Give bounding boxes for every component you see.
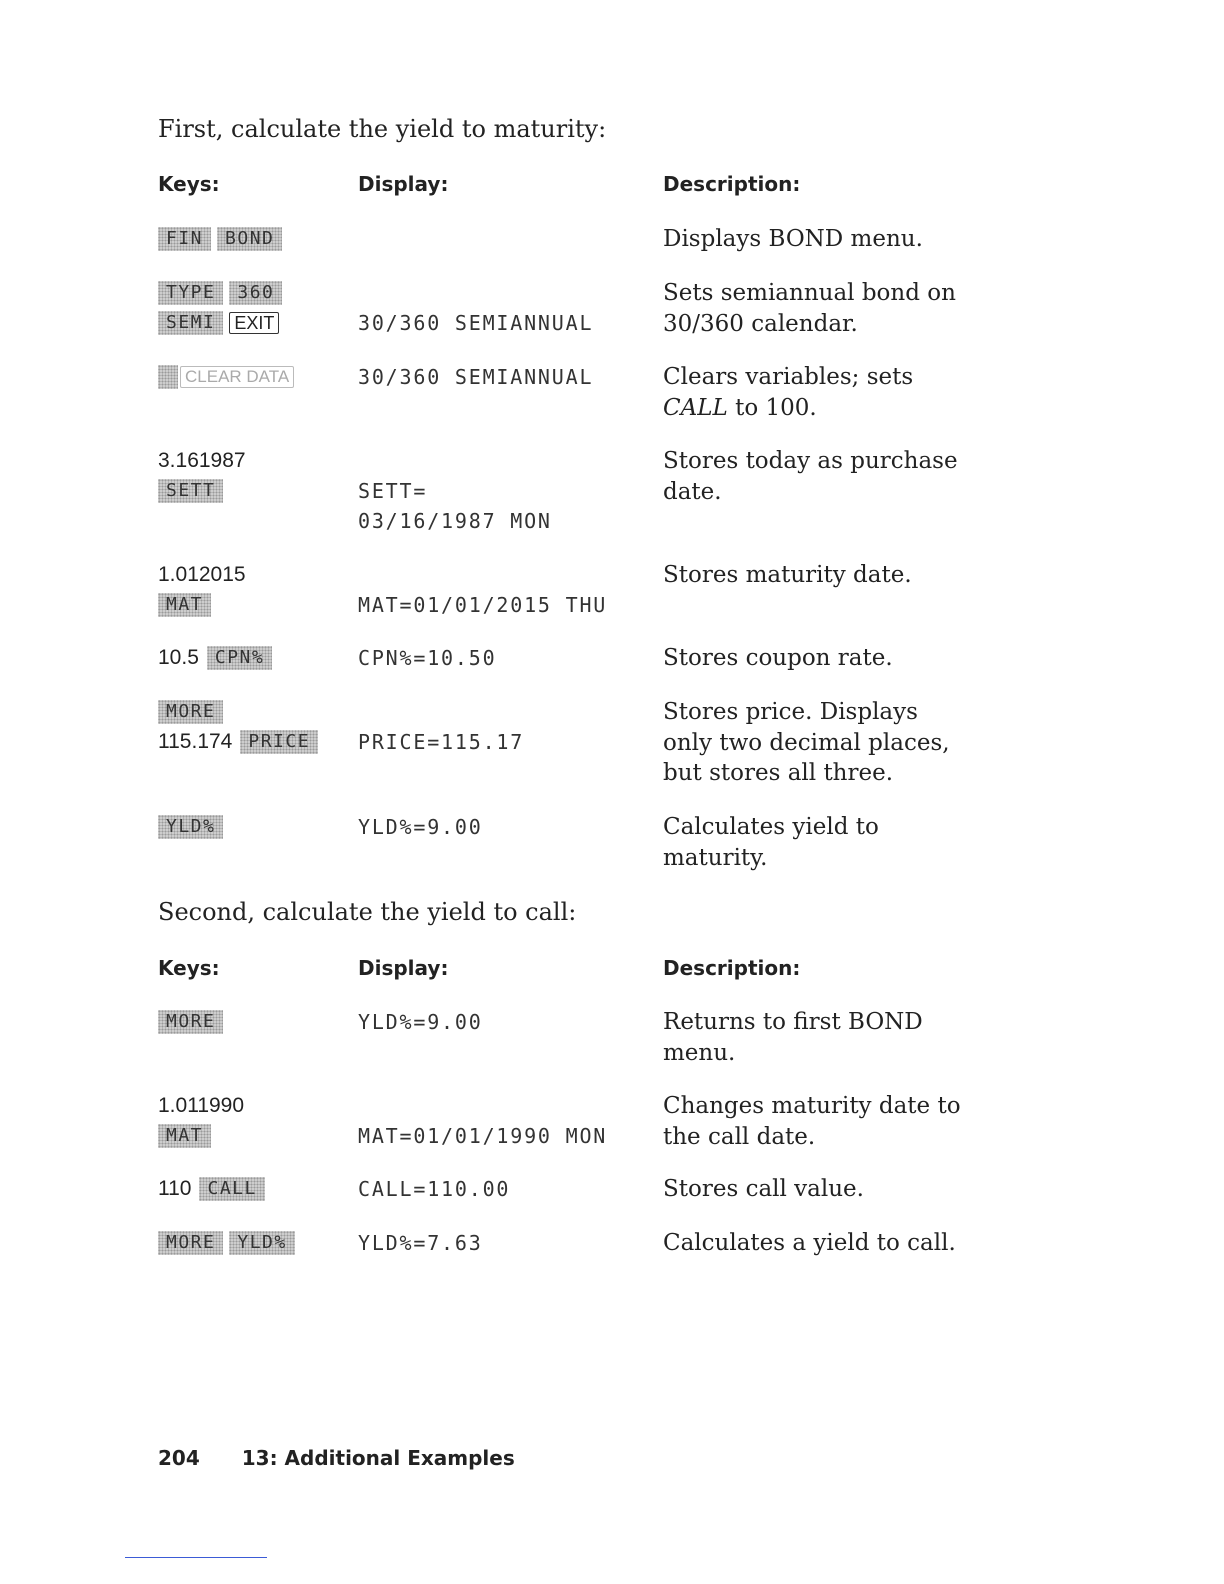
input-number: 115.174 [158,730,233,754]
mat-key[interactable]: MAT [158,1124,211,1148]
shift-key-icon[interactable] [158,365,178,389]
keys-header: Keys: [158,956,220,980]
intro-yield-to-maturity: First, calculate the yield to maturity: [158,115,607,143]
more-key[interactable]: MORE [158,1010,223,1034]
display-line [358,560,658,590]
description: Stores maturity date. [663,562,912,588]
display-line: YLD%=9.00 [358,815,483,839]
display-header: Display: [358,172,449,196]
description: Changes maturity date to the call date. [663,1093,961,1150]
description-header: Description: [663,956,801,980]
yld-key[interactable]: YLD% [229,1231,294,1255]
description: Stores call value. [663,1176,864,1202]
description-header: Description: [663,172,801,196]
360-key[interactable]: 360 [229,281,282,305]
clear-data-key[interactable]: CLEAR DATA [180,366,294,388]
display-line: 30/360 SEMIANNUAL [358,365,594,389]
page-footer [158,1446,557,1470]
description: Stores price. Displays only two decimal places, but stores all three. [663,699,950,786]
display-line: SETT= [358,479,428,503]
display-line: YLD%=9.00 [358,1010,483,1034]
display-line: CALL=110.00 [358,1177,511,1201]
type-key[interactable]: TYPE [158,281,223,305]
exit-key[interactable]: EXIT [229,312,279,334]
keys-header: Keys: [158,172,220,196]
display-header: Display: [358,956,449,980]
display-line: 03/16/1987 MON [358,509,552,533]
price-key[interactable]: PRICE [240,730,318,754]
description: Calculates a yield to call. [663,1230,956,1256]
more-key[interactable]: MORE [158,700,223,724]
input-number: 3.161987 [158,449,246,472]
display-line: CPN%=10.50 [358,646,497,670]
sett-key[interactable]: SETT [158,479,223,503]
call-key[interactable]: CALL [199,1177,264,1201]
bond-key[interactable]: BOND [217,227,282,251]
input-number: 10.5 [158,646,199,670]
mat-key[interactable]: MAT [158,593,211,617]
display-line [358,697,658,727]
intro-yield-to-call: Second, calculate the yield to call: [158,898,577,926]
display-line: MAT=01/01/2015 THU [358,593,608,617]
input-number: 110 [158,1177,192,1201]
input-number: 1.011990 [158,1094,245,1117]
display-line [358,446,658,476]
description: Returns to first BOND menu. [663,1009,923,1066]
cpn-key[interactable]: CPN% [207,646,272,670]
yld-key[interactable]: YLD% [158,815,223,839]
display-line: YLD%=7.63 [358,1231,483,1255]
page-number: 204 [158,1446,200,1470]
display-line [358,278,658,308]
description: Calculates yield to maturity. [663,814,879,871]
more-key[interactable]: MORE [158,1231,223,1255]
display-line: PRICE=115.17 [358,730,525,754]
description: Sets semiannual bond on 30/360 calendar. [663,280,956,337]
display-line: 30/360 SEMIANNUAL [358,311,594,335]
description: Clears variables; sets CALL to 100. [663,364,914,421]
display-line [358,1091,658,1121]
input-number: 1.012015 [158,563,246,586]
semi-key[interactable]: SEMI [158,311,223,335]
chapter-title: 13: Additional Examples [241,1446,515,1470]
footer-rule [125,1557,267,1558]
fin-key[interactable]: FIN [158,227,211,251]
display-line: MAT=01/01/1990 MON [358,1124,608,1148]
description: Displays BOND menu. [663,226,923,252]
description: Stores today as purchase date. [663,448,958,505]
description: Stores coupon rate. [663,645,893,671]
